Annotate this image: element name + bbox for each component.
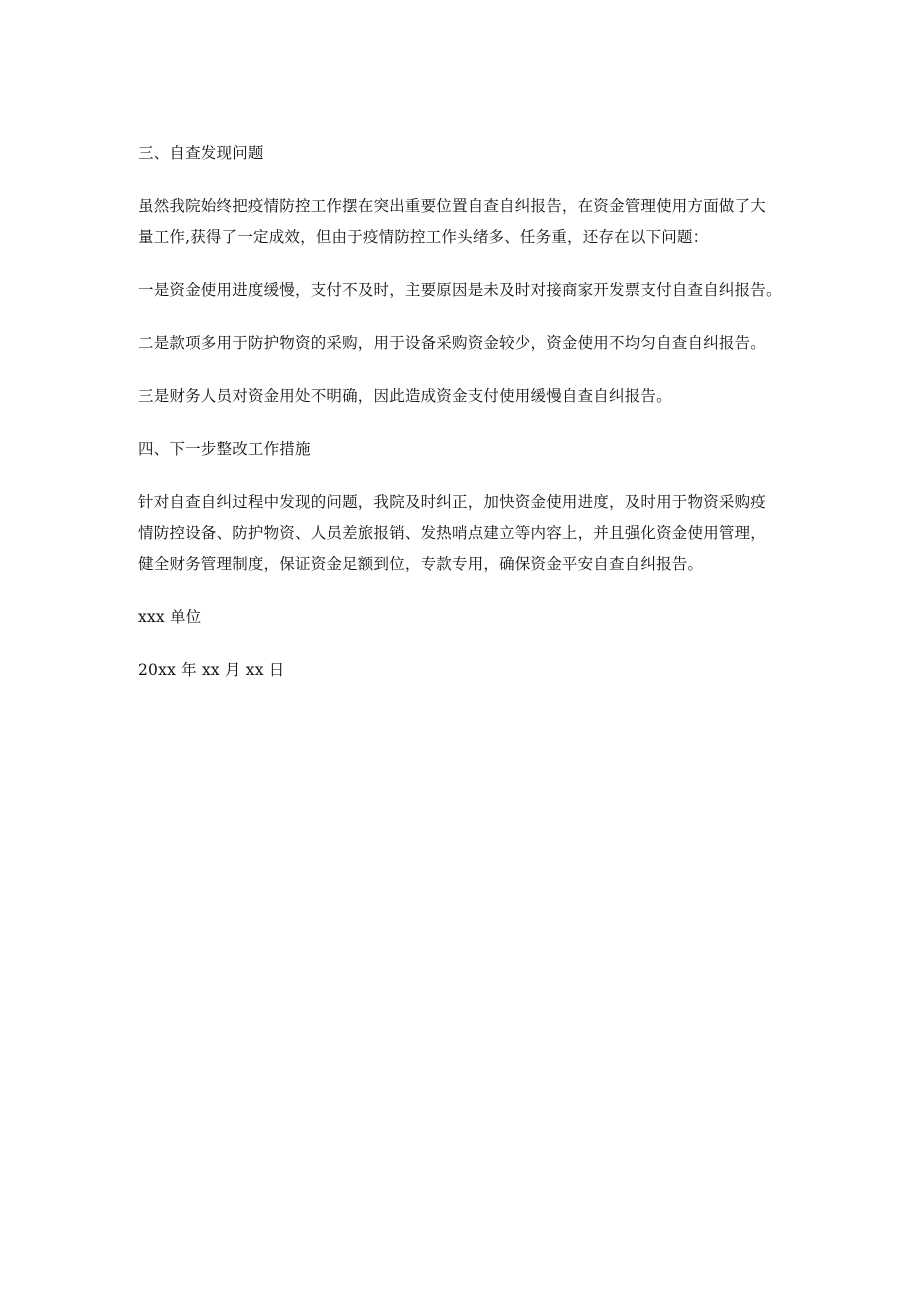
paragraph-line: 虽然我院始终把疫情防控工作摆在突出重要位置自查自纠报告，在资金管理使用方面做了大 [138, 197, 767, 215]
paragraph-line: 情防控设备、防护物资、人员差旅报销、发热哨点建立等内容上，并且强化资金使用管理， [138, 524, 767, 542]
paragraph-line: 量工作,获得了一定成效，但由于疫情防控工作头绪多、任务重，还存在以下问题： [138, 228, 709, 246]
spacer [138, 169, 798, 191]
paragraph-issue-two: 二是款项多用于防护物资的采购，用于设备采购资金较少，资金使用不均匀自查自纠报告。 [138, 334, 767, 352]
document-content [138, 138, 798, 686]
paragraph-issue-one: 一是资金使用进度缓慢，支付不及时，主要原因是未及时对接商家开发票支付自查自纠报告。 [138, 281, 782, 299]
spacer [138, 633, 798, 655]
paragraph-overview [138, 191, 798, 253]
spacer [138, 412, 798, 434]
spacer [138, 306, 798, 328]
spacer [138, 580, 798, 602]
paragraph-issue-three: 三是财务人员对资金用处不明确，因此造成资金支付使用缓慢自查自纠报告。 [138, 387, 672, 405]
spacer [138, 465, 798, 487]
paragraph-line: 健全财务管理制度，保证资金足额到位，专款专用，确保资金平安自查自纠报告。 [138, 555, 704, 573]
spacer [138, 359, 798, 381]
signature-unit: xxx 单位 [138, 608, 202, 626]
section-heading-four: 四、下一步整改工作措施 [138, 440, 311, 458]
spacer [138, 253, 798, 275]
paragraph-measures [138, 487, 798, 580]
section-heading-three: 三、自查发现问题 [138, 144, 264, 162]
signature-date: 20xx 年 xx 月 xx 日 [138, 661, 285, 679]
paragraph-line: 针对自查自纠过程中发现的问题，我院及时纠正，加快资金使用进度，及时用于物资采购疫 [138, 493, 767, 511]
